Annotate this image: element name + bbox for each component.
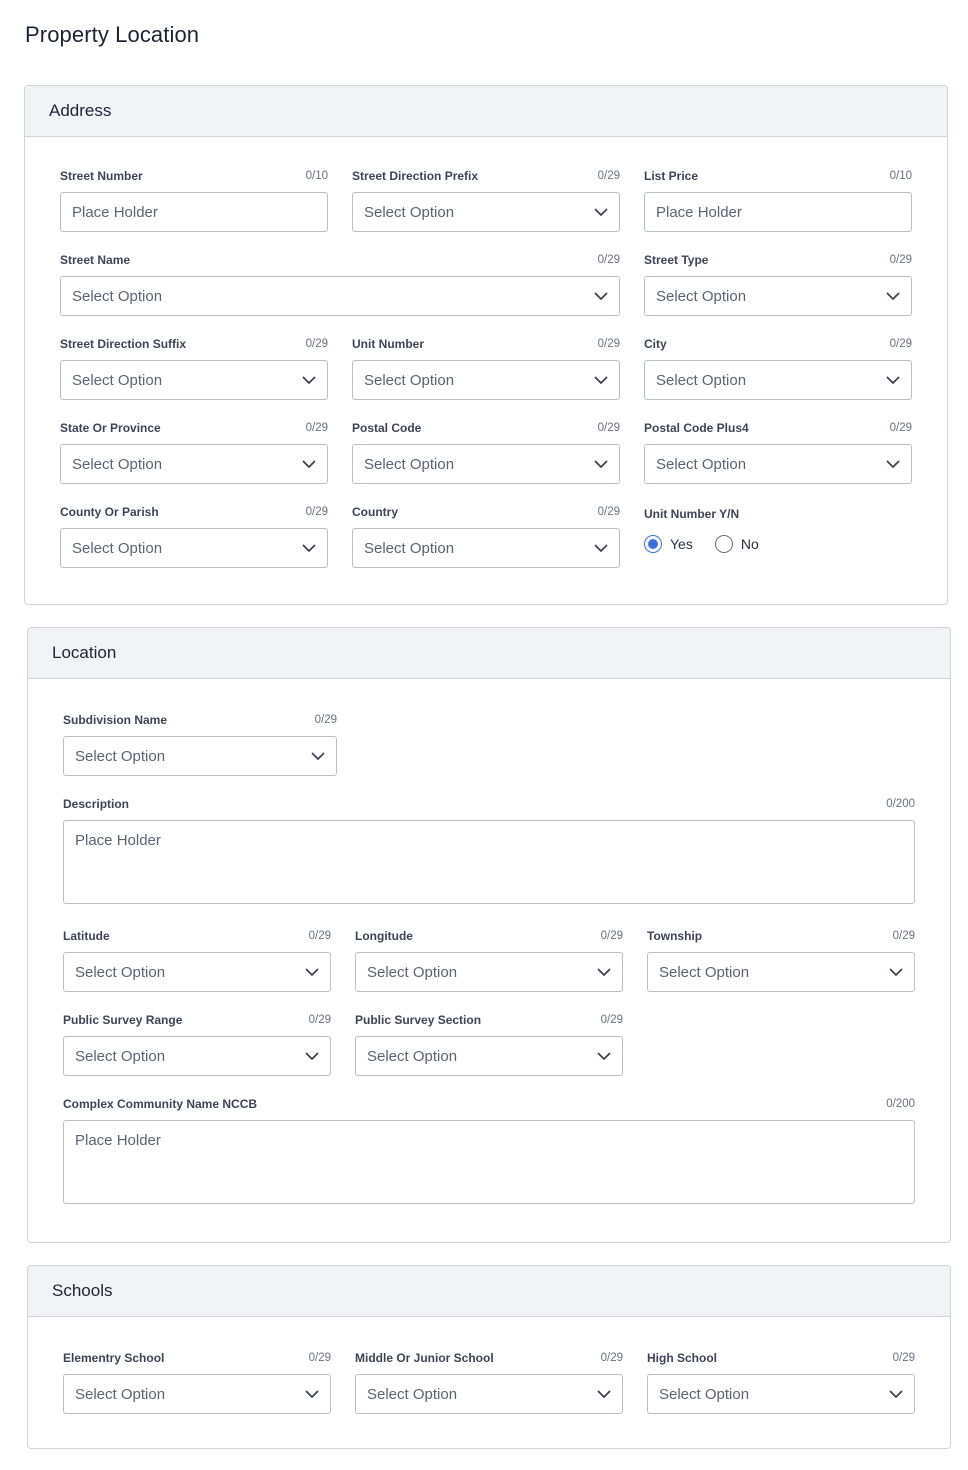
chevron-down-icon xyxy=(597,965,611,979)
subdivision-name-value: Select Option xyxy=(75,747,166,765)
description-count: 0/200 xyxy=(886,798,915,810)
schools-heading: Schools xyxy=(28,1266,950,1317)
public-survey-section-label: Public Survey Section xyxy=(355,1013,482,1027)
middle-school-count: 0/29 xyxy=(600,1352,623,1364)
high-school-label: High School xyxy=(647,1351,717,1365)
public-survey-section-select[interactable] xyxy=(355,1036,623,1076)
street-direction-prefix-count: 0/29 xyxy=(597,170,620,182)
township-label: Township xyxy=(647,929,703,943)
latitude-field xyxy=(63,928,331,992)
page-title: Property Location xyxy=(25,22,200,47)
chevron-down-icon xyxy=(311,749,325,763)
postal-code-plus4-select[interactable] xyxy=(644,444,912,484)
address-panel xyxy=(24,85,948,605)
township-count: 0/29 xyxy=(892,930,915,942)
state-or-province-label: State Or Province xyxy=(60,421,161,435)
street-number-input[interactable] xyxy=(60,192,328,232)
county-or-parish-field xyxy=(60,504,328,568)
postal-code-value: Select Option xyxy=(364,455,455,473)
chevron-down-icon xyxy=(594,541,608,555)
street-direction-prefix-select[interactable] xyxy=(352,192,620,232)
postal-code-plus4-count: 0/29 xyxy=(889,422,912,434)
street-name-count: 0/29 xyxy=(597,254,620,266)
city-value: Select Option xyxy=(656,371,747,389)
unit-number-yn-field xyxy=(644,506,912,553)
street-type-label: Street Type xyxy=(644,253,709,267)
postal-code-label: Postal Code xyxy=(352,421,422,435)
unit-number-label: Unit Number xyxy=(352,337,424,351)
high-school-value: Select Option xyxy=(659,1385,750,1403)
city-label: City xyxy=(644,337,667,351)
middle-school-label: Middle Or Junior School xyxy=(355,1351,494,1365)
street-direction-suffix-count: 0/29 xyxy=(305,338,328,350)
county-or-parish-label: County Or Parish xyxy=(60,505,159,519)
chevron-down-icon xyxy=(889,1387,903,1401)
schools-panel xyxy=(27,1265,951,1449)
township-select[interactable] xyxy=(647,952,915,992)
city-field xyxy=(644,336,912,400)
country-label: Country xyxy=(352,505,398,519)
list-price-field xyxy=(644,168,912,232)
description-label: Description xyxy=(63,797,130,811)
street-direction-prefix-value: Select Option xyxy=(364,203,455,221)
longitude-label: Longitude xyxy=(355,929,413,943)
latitude-count: 0/29 xyxy=(308,930,331,942)
township-value: Select Option xyxy=(659,963,750,981)
chevron-down-icon xyxy=(305,1387,319,1401)
list-price-label: List Price xyxy=(644,169,699,183)
location-heading: Location xyxy=(28,628,950,679)
elementary-school-value: Select Option xyxy=(75,1385,166,1403)
description-field xyxy=(63,796,915,904)
radio-yes-label: Yes xyxy=(670,536,693,552)
chevron-down-icon xyxy=(302,457,316,471)
elementary-school-select[interactable] xyxy=(63,1374,331,1414)
state-or-province-count: 0/29 xyxy=(305,422,328,434)
public-survey-section-field xyxy=(355,1012,623,1076)
address-heading: Address xyxy=(25,86,947,137)
street-number-field xyxy=(60,168,328,232)
street-direction-prefix-label: Street Direction Prefix xyxy=(352,169,479,183)
elementary-school-count: 0/29 xyxy=(308,1352,331,1364)
middle-school-field xyxy=(355,1350,623,1414)
radio-yes[interactable] xyxy=(644,535,693,553)
list-price-count: 0/10 xyxy=(889,170,912,182)
chevron-down-icon xyxy=(594,457,608,471)
chevron-down-icon xyxy=(594,373,608,387)
elementary-school-field xyxy=(63,1350,331,1414)
street-name-field xyxy=(60,252,620,316)
high-school-select[interactable] xyxy=(647,1374,915,1414)
street-name-value: Select Option xyxy=(72,287,163,305)
street-name-label: Street Name xyxy=(60,253,131,267)
chevron-down-icon xyxy=(597,1049,611,1063)
street-number-label: Street Number xyxy=(60,169,143,183)
chevron-down-icon xyxy=(302,373,316,387)
public-survey-range-field xyxy=(63,1012,331,1076)
longitude-select[interactable] xyxy=(355,952,623,992)
public-survey-section-count: 0/29 xyxy=(600,1014,623,1026)
street-type-field xyxy=(644,252,912,316)
unit-number-yn-label: Unit Number Y/N xyxy=(644,507,740,521)
chevron-down-icon xyxy=(886,373,900,387)
middle-school-select[interactable] xyxy=(355,1374,623,1414)
list-price-placeholder: Place Holder xyxy=(656,203,742,221)
elementary-school-label: Elementry School xyxy=(63,1351,165,1365)
radio-no-label: No xyxy=(740,536,759,552)
postal-code-field xyxy=(352,420,620,484)
county-or-parish-select[interactable] xyxy=(60,528,328,568)
country-value: Select Option xyxy=(364,539,455,557)
city-select[interactable] xyxy=(644,360,912,400)
complex-community-name-field xyxy=(63,1096,915,1204)
street-direction-suffix-label: Street Direction Suffix xyxy=(60,337,187,351)
public-survey-range-select[interactable] xyxy=(63,1036,331,1076)
street-type-value: Select Option xyxy=(656,287,747,305)
latitude-label: Latitude xyxy=(63,929,110,943)
street-direction-suffix-value: Select Option xyxy=(72,371,163,389)
chevron-down-icon xyxy=(594,289,608,303)
unit-number-yn-radio-group xyxy=(644,535,912,553)
chevron-down-icon xyxy=(886,457,900,471)
postal-code-count: 0/29 xyxy=(597,422,620,434)
postal-code-plus4-label: Postal Code Plus4 xyxy=(644,421,749,435)
chevron-down-icon xyxy=(305,965,319,979)
chevron-down-icon xyxy=(594,205,608,219)
middle-school-value: Select Option xyxy=(367,1385,458,1403)
description-textarea[interactable] xyxy=(63,820,915,904)
public-survey-range-value: Select Option xyxy=(75,1047,166,1065)
postal-code-plus4-field xyxy=(644,420,912,484)
radio-no[interactable] xyxy=(715,535,759,553)
radio-unselected-icon[interactable] xyxy=(715,535,733,553)
street-type-count: 0/29 xyxy=(889,254,912,266)
public-survey-section-value: Select Option xyxy=(367,1047,458,1065)
public-survey-range-label: Public Survey Range xyxy=(63,1013,183,1027)
subdivision-name-label: Subdivision Name xyxy=(63,713,168,727)
complex-community-name-placeholder: Place Holder xyxy=(75,1132,161,1149)
state-or-province-value: Select Option xyxy=(72,455,163,473)
subdivision-name-count: 0/29 xyxy=(314,714,337,726)
complex-community-name-count: 0/200 xyxy=(886,1098,915,1110)
high-school-field xyxy=(647,1350,915,1414)
list-price-input[interactable] xyxy=(644,192,912,232)
longitude-count: 0/29 xyxy=(600,930,623,942)
street-number-count: 0/10 xyxy=(305,170,328,182)
unit-number-count: 0/29 xyxy=(597,338,620,350)
chevron-down-icon xyxy=(305,1049,319,1063)
chevron-down-icon xyxy=(889,965,903,979)
latitude-value: Select Option xyxy=(75,963,166,981)
state-or-province-field xyxy=(60,420,328,484)
street-number-placeholder: Place Holder xyxy=(72,203,158,221)
country-select[interactable] xyxy=(352,528,620,568)
street-direction-suffix-field xyxy=(60,336,328,400)
street-name-select[interactable] xyxy=(60,276,620,316)
location-panel xyxy=(27,627,951,1243)
township-field xyxy=(647,928,915,992)
street-type-select[interactable] xyxy=(644,276,912,316)
street-direction-suffix-select[interactable] xyxy=(60,360,328,400)
description-placeholder: Place Holder xyxy=(75,832,161,849)
complex-community-name-label: Complex Community Name NCCB xyxy=(63,1097,258,1111)
county-or-parish-count: 0/29 xyxy=(305,506,328,518)
country-field xyxy=(352,504,620,568)
postal-code-plus4-value: Select Option xyxy=(656,455,747,473)
subdivision-name-select[interactable] xyxy=(63,736,337,776)
state-or-province-select[interactable] xyxy=(60,444,328,484)
radio-selected-icon[interactable] xyxy=(644,535,662,553)
public-survey-range-count: 0/29 xyxy=(308,1014,331,1026)
latitude-select[interactable] xyxy=(63,952,331,992)
unit-number-value: Select Option xyxy=(364,371,455,389)
complex-community-name-textarea[interactable] xyxy=(63,1120,915,1204)
street-direction-prefix-field xyxy=(352,168,620,232)
city-count: 0/29 xyxy=(889,338,912,350)
longitude-value: Select Option xyxy=(367,963,458,981)
unit-number-field xyxy=(352,336,620,400)
postal-code-select[interactable] xyxy=(352,444,620,484)
unit-number-select[interactable] xyxy=(352,360,620,400)
country-count: 0/29 xyxy=(597,506,620,518)
longitude-field xyxy=(355,928,623,992)
subdivision-name-field xyxy=(63,712,337,776)
county-or-parish-value: Select Option xyxy=(72,539,163,557)
chevron-down-icon xyxy=(597,1387,611,1401)
chevron-down-icon xyxy=(886,289,900,303)
high-school-count: 0/29 xyxy=(892,1352,915,1364)
chevron-down-icon xyxy=(302,541,316,555)
